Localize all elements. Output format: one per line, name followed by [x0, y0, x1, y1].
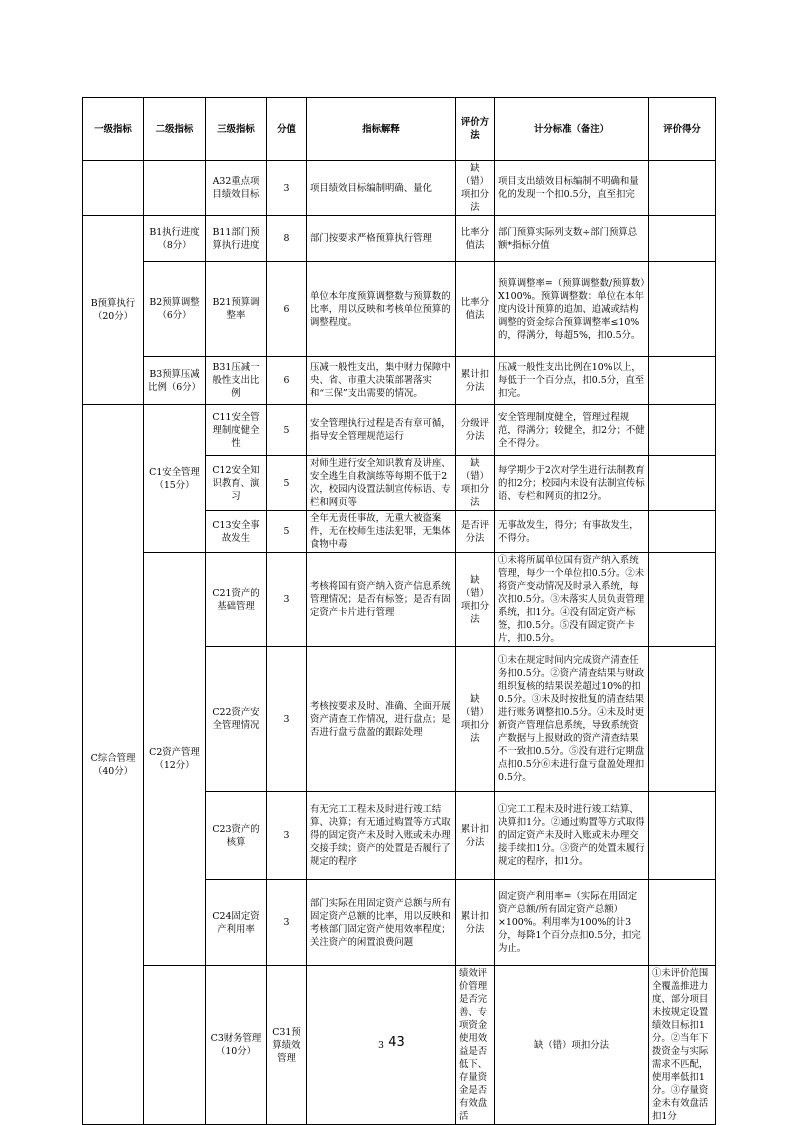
score-cell: 6: [267, 262, 307, 357]
level3-cell: B31压减一般性支出比例: [206, 357, 267, 405]
level3-cell: A32重点项目绩效目标: [206, 161, 267, 216]
standard-cell: 无事故发生，得分；有事故发生，不得分。: [495, 511, 649, 553]
table-row: [83, 161, 716, 216]
level3-cell: C11安全管理制度健全性: [206, 405, 267, 456]
result-cell: [649, 262, 716, 357]
standard-cell: ①未将所属单位国有资产纳入系统管理，每少一个单位扣0.5分。②未将资产变动情况及时录入系统，每次扣0.5分。③未落实人员负责管理系统，扣1分。④没有固定资产标签，扣0.5分。⑤没有固定资产卡片，扣0.5分。: [495, 553, 649, 647]
standard-cell: ①未评价范围全覆盖推进力度、部分项目未按规定设置绩效目标扣1分。②当年下拨资金与实际需求不匹配，使用率低扣1分。③存量资金未有效盘活扣1分: [649, 966, 716, 1125]
level3-cell: B11部门预算执行进度: [206, 216, 267, 262]
header-level2: 二级指标: [144, 98, 206, 161]
standard-cell: 项目支出绩效目标编制不明确和量化的发现一个扣0.5分，直至扣完: [495, 161, 649, 216]
method-cell: 缺（错）项扣分法: [456, 647, 495, 792]
score-cell: 3: [267, 880, 307, 966]
subgroup-c3-cell: C3财务管理（10分）: [206, 966, 267, 1125]
table-row: [83, 553, 716, 647]
page-number: 43: [388, 1035, 405, 1050]
result-cell: [649, 456, 716, 511]
table-row: [83, 357, 716, 405]
method-cell: 累计扣分法: [456, 357, 495, 405]
standard-cell: 安全管理制度健全，管理过程规范，得满分；较健全，扣2分；不健全不得分。: [495, 405, 649, 456]
level3-cell: C22资产安全管理情况: [206, 647, 267, 792]
method-cell: 比率分值法: [456, 216, 495, 262]
level3-cell: C12安全知识教育、演习: [206, 456, 267, 511]
explain-cell: 绩效评价管理是否完善、专项资金使用效益是否低下、存量资金是否有效盘活: [456, 966, 495, 1125]
result-cell: [649, 792, 716, 880]
method-cell: 缺（错）项扣分法: [495, 966, 649, 1125]
header-level3: 三级指标: [206, 98, 267, 161]
explain-cell: 项目绩效目标编制明确、量化: [307, 161, 456, 216]
level3-cell: C21资产的基础管理: [206, 553, 267, 647]
subgroup-c2-cell: C2资产管理（12分）: [144, 553, 206, 966]
header-result: 评价得分: [649, 98, 716, 161]
explain-cell: 部门实际在用固定资产总额与所有固定资产总额的比率，用以反映和考核部门固定资产使用效率程度；关注资产的闲置浪费问题: [307, 880, 456, 966]
standard-cell: ①未在规定时间内完成资产清查任务扣0.5分。②资产清查结果与财政组织复核的结果误差超过10%的扣0.5分。③未及时按批复的清查结果进行账务调整扣0.5分。④未及时更新资产管理信息系统，导致系统资产数据与上报财政的资产清查结果不一致扣0.5分。⑤没有进行定期盘点扣0.5分⑥未进行盘亏盘盈处理扣0.5分。: [495, 647, 649, 792]
standard-cell: 每学期少于2次对学生进行法制教育的扣2分；校园内未设有法制宣传标语、专栏和网页的扣2分。: [495, 456, 649, 511]
score-cell: 8: [267, 216, 307, 262]
score-cell: 3: [267, 553, 307, 647]
method-cell: 分级评分法: [456, 405, 495, 456]
explain-cell: 安全管理执行过程是否有章可循，指导安全管理规范运行: [307, 405, 456, 456]
method-cell: 缺（错）项扣分法: [456, 456, 495, 511]
level1-cell: [83, 161, 144, 216]
explain-cell: 考核按要求及时、准确、全面开展资产清查工作情况，进行盘点；是否进行盘亏盘盈的跟踪处理: [307, 647, 456, 792]
score-cell: 5: [267, 511, 307, 553]
explain-cell: 压减一般性支出，集中财力保障中央、省、市重大决策部署落实和“三保”支出需要的情况。: [307, 357, 456, 405]
table-row: [83, 216, 716, 262]
subgroup-b3-cell: B3预算压减比例（6分）: [144, 357, 206, 405]
score-cell: 5: [267, 456, 307, 511]
standard-cell: 压减一般性支出比例在10%以上，每低于一个百分点，扣0.5分，直至扣完。: [495, 357, 649, 405]
method-cell: 比率分值法: [456, 262, 495, 357]
standard-cell: 部门预算实际列支数÷部门预算总额*指标分值: [495, 216, 649, 262]
table-row: [83, 405, 716, 456]
result-cell: [649, 511, 716, 553]
explain-cell: 对师生进行安全知识教育及讲座、安全逃生自救演练等每期不低于2次，校园内设置法制宣传标语、专栏和网页等: [307, 456, 456, 511]
explain-cell: 单位本年度预算调整数与预算数的比率，用以反映和考核单位预算的调整程度。: [307, 262, 456, 357]
score-cell: 6: [267, 357, 307, 405]
level3-cell: B21预算调整率: [206, 262, 267, 357]
result-cell: [649, 553, 716, 647]
score-cell: 5: [267, 405, 307, 456]
group-c-cell: C综合管理（40分）: [83, 405, 144, 1125]
subgroup-c1-cell: C1安全管理（15分）: [144, 405, 206, 553]
score-cell: 3: [267, 161, 307, 216]
header-explain: 指标解释: [307, 98, 456, 161]
subgroup-b2-cell: B2预算调整（6分）: [144, 262, 206, 357]
method-cell: 缺（错）项扣分法: [456, 161, 495, 216]
score-cell: 3: [267, 792, 307, 880]
evaluation-table: [82, 97, 716, 1125]
level3-cell: C24固定资产利用率: [206, 880, 267, 966]
header-level1: 一级指标: [83, 98, 144, 161]
explain-cell: 全年无责任事故，无重大被盗案件，无在校师生违法犯罪，无集体食物中毒: [307, 511, 456, 553]
level3-cell: C23资产的核算: [206, 792, 267, 880]
header-score: 分值: [267, 98, 307, 161]
table-header-row: [83, 98, 716, 161]
explain-cell: 考核将国有资产纳入资产信息系统管理情况；是否有标签；是否有固定资产卡片进行管理: [307, 553, 456, 647]
subgroup-b1-cell: B1执行进度（8分）: [144, 216, 206, 262]
header-standard: 计分标准（备注）: [495, 98, 649, 161]
score-cell: 3: [307, 966, 456, 1125]
table-row: [83, 262, 716, 357]
result-cell: [649, 880, 716, 966]
method-cell: 缺（错）项扣分法: [456, 553, 495, 647]
level3-cell: C13安全事故发生: [206, 511, 267, 553]
method-cell: 累计扣分法: [456, 792, 495, 880]
explain-cell: 有无完工工程未及时进行竣工结算、决算；有无通过购置等方式取得的固定资产未及时入账或未办理交接手续；资产的处置是否履行了规定的程序: [307, 792, 456, 880]
level2-cell: [144, 161, 206, 216]
header-method: 评价方法: [456, 98, 495, 161]
result-cell: [649, 357, 716, 405]
standard-cell: 预算调整率=（预算调整数/预算数）X100%。预算调整数：单位在本年度内设计预算的追加、追减或结构调整的资金综合预算调整率≤10%的，得满分，每超5%，扣0.5分。: [495, 262, 649, 357]
result-cell: [649, 647, 716, 792]
result-cell: [649, 216, 716, 262]
standard-cell: 固定资产利用率=（实际在用固定资产总额/所有固定资产总额）×100%。利用率为100%的计3分，每降1个百分点扣0.5分，扣完为止。: [495, 880, 649, 966]
level3-cell: C31预算绩效管理: [267, 966, 307, 1125]
group-b-cell: B预算执行（20分）: [83, 216, 144, 405]
explain-cell: 部门按要求严格预算执行管理: [307, 216, 456, 262]
score-cell: 3: [267, 647, 307, 792]
standard-cell: ①完工工程未及时进行竣工结算、决算扣1分。②通过购置等方式取得的固定资产未及时入账或未办理交接手续扣1分。③资产的处置未履行规定的程序，扣1分。: [495, 792, 649, 880]
result-cell: [649, 161, 716, 216]
method-cell: 是否评分法: [456, 511, 495, 553]
method-cell: 累计扣分法: [456, 880, 495, 966]
result-cell: [649, 405, 716, 456]
